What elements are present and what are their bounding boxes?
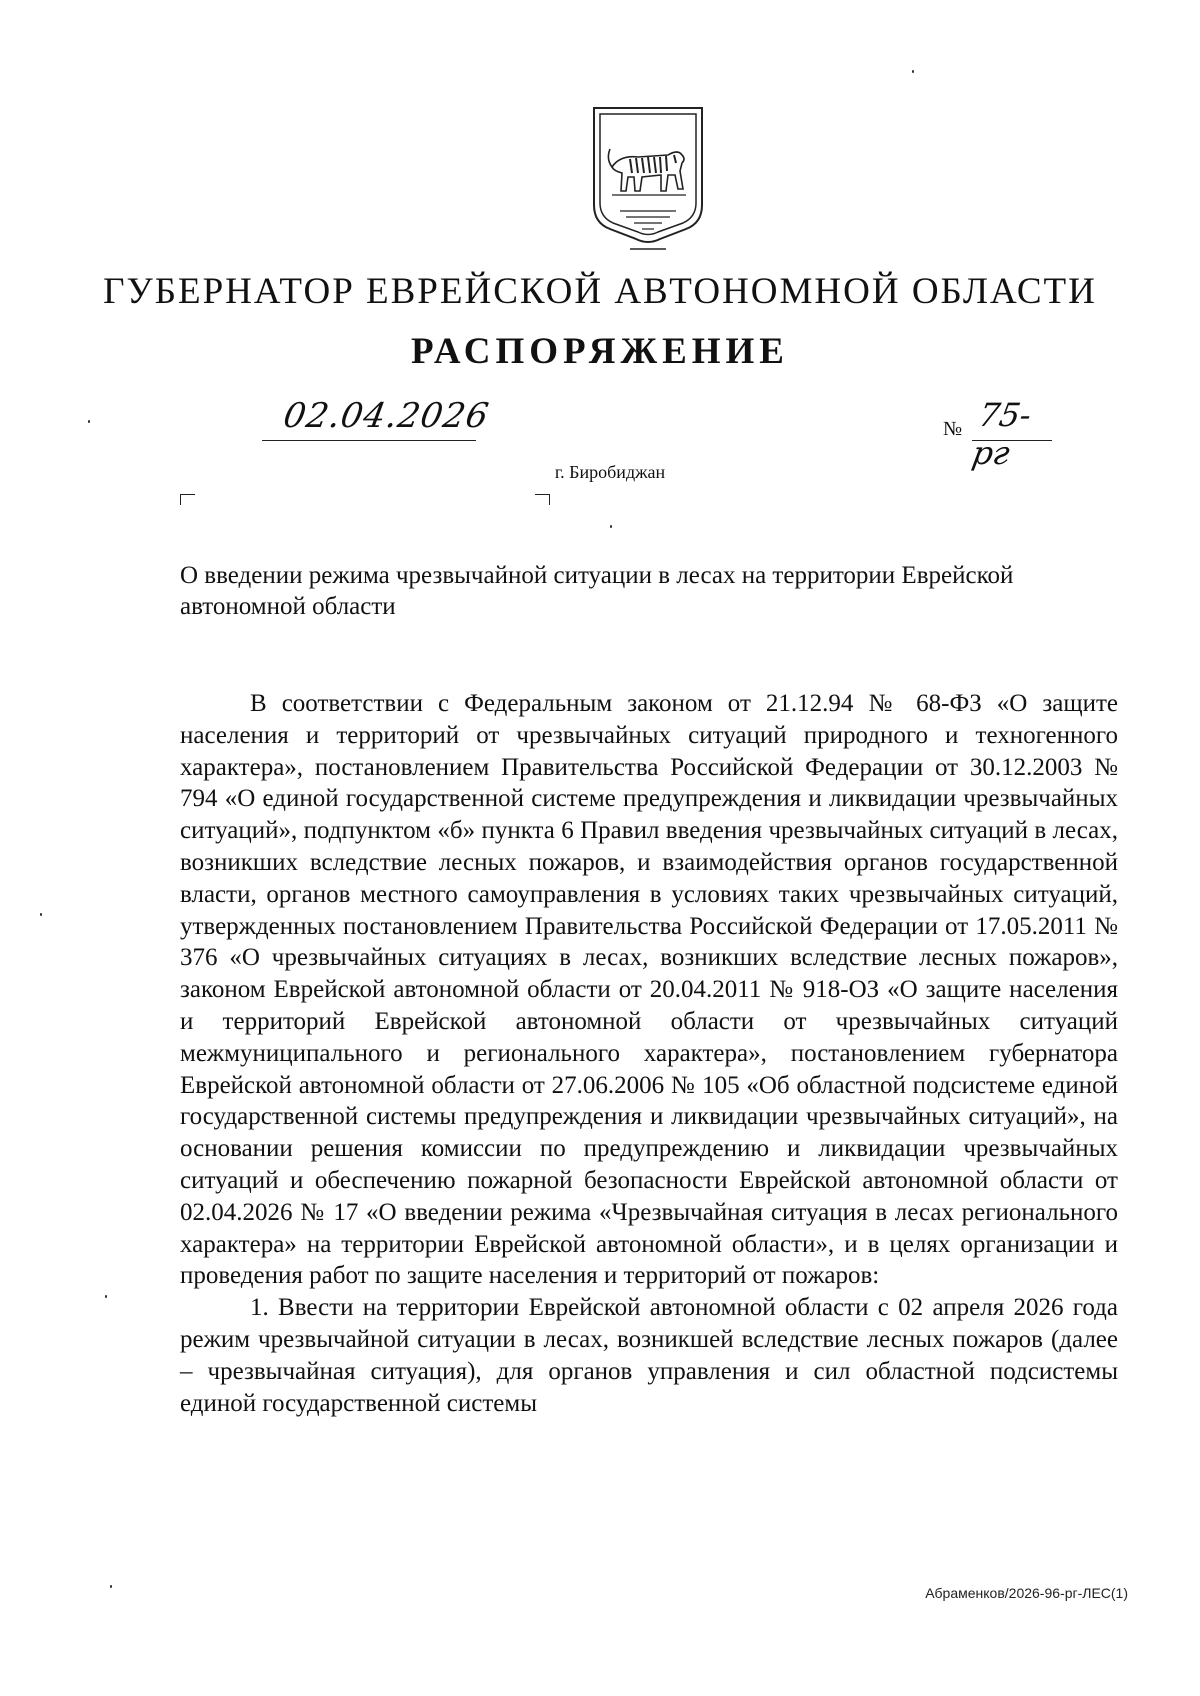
scan-speck bbox=[110, 1585, 112, 1588]
scan-speck bbox=[610, 525, 612, 528]
document-body bbox=[180, 688, 1118, 1419]
number-field bbox=[969, 396, 1052, 472]
scan-speck bbox=[105, 1295, 107, 1298]
scan-speck bbox=[912, 70, 914, 73]
document-subject: О введении режима чрезвычайной ситуации в лесах на территории Еврейской автономной области bbox=[180, 562, 1014, 620]
issuing-authority: ГУБЕРНАТОР ЕВРЕЙСКОЙ АВТОНОМНОЙ ОБЛАСТИ bbox=[103, 271, 1097, 312]
subject-bracket-left bbox=[180, 494, 195, 505]
number-label: № bbox=[943, 418, 963, 440]
scan-speck bbox=[40, 913, 42, 916]
preamble-paragraph: В соответствии с Федеральным законом от 21.12.94 № 68-ФЗ «О защите населения и территорий от чрезвычайных ситуаций природного и техногенного характера», постановлением Правительства Российской Федерации от 30.12.2003 № 794 «О единой государственной системе предупреждения и ликвидации чрезвычайных ситуаций», подпунктом «б» пункта 6 Правил введения чрезвычайных ситуаций в лесах, возникших вследствие лесных пожаров, и взаимодействия органов государственной власти, органов местного самоуправления в условиях таких чрезвычайных ситуаций, утвержденных постановлением Правительства Российской Федерации от 17.05.2011 № 376 «О чрезвычайных ситуациях в лесах, возникших вследствие лесных пожаров», законом Еврейской автономной области от 20.04.2011 № 918-ОЗ «О защите населения и территорий Еврейской автономной области от чрезвычайных ситуаций межмуниципального и регионального характера», постановлением губернатора Еврейской автономной области от 27.06.2006 № 105 «Об областной подсистеме единой государственной системы предупреждения и ликвидации чрезвычайных ситуаций», на основании решения комиссии по предупреждению и ликвидации чрезвычайных ситуаций и обеспечению пожарной безопасности Еврейской автономной области от 02.04.2026 № 17 «О введении режима «Чрезвычайная ситуация в лесах регионального характера» на территории Еврейской автономной области», и в целях организации и проведения работ по защите населения и территорий от пожаров: bbox=[180, 690, 1118, 1290]
date-field bbox=[262, 396, 493, 441]
handwritten-number: 75-рг bbox=[969, 396, 1035, 472]
handwritten-date: 02.04.2026 bbox=[280, 396, 493, 436]
footer-document-code: Абраменков/2026-96-рг-ЛЕС(1) bbox=[925, 1585, 1128, 1601]
place-of-issue: г. Биробиджан bbox=[554, 462, 666, 482]
clause-1-paragraph: 1. Ввести на территории Еврейской автономной области с 02 апреля 2026 года режим чрезвычайной ситуации в лесах, возникшей вследствие лесных пожаров (далее – чрезвычайная ситуация), для органов управления и сил областной подсистемы единой государственной системы bbox=[180, 1294, 1118, 1417]
coat-of-arms-tiger-icon bbox=[590, 105, 706, 255]
subject-bracket-right bbox=[535, 494, 550, 505]
document-type-title: РАСПОРЯЖЕНИЕ bbox=[410, 331, 789, 372]
scan-speck bbox=[88, 420, 90, 423]
